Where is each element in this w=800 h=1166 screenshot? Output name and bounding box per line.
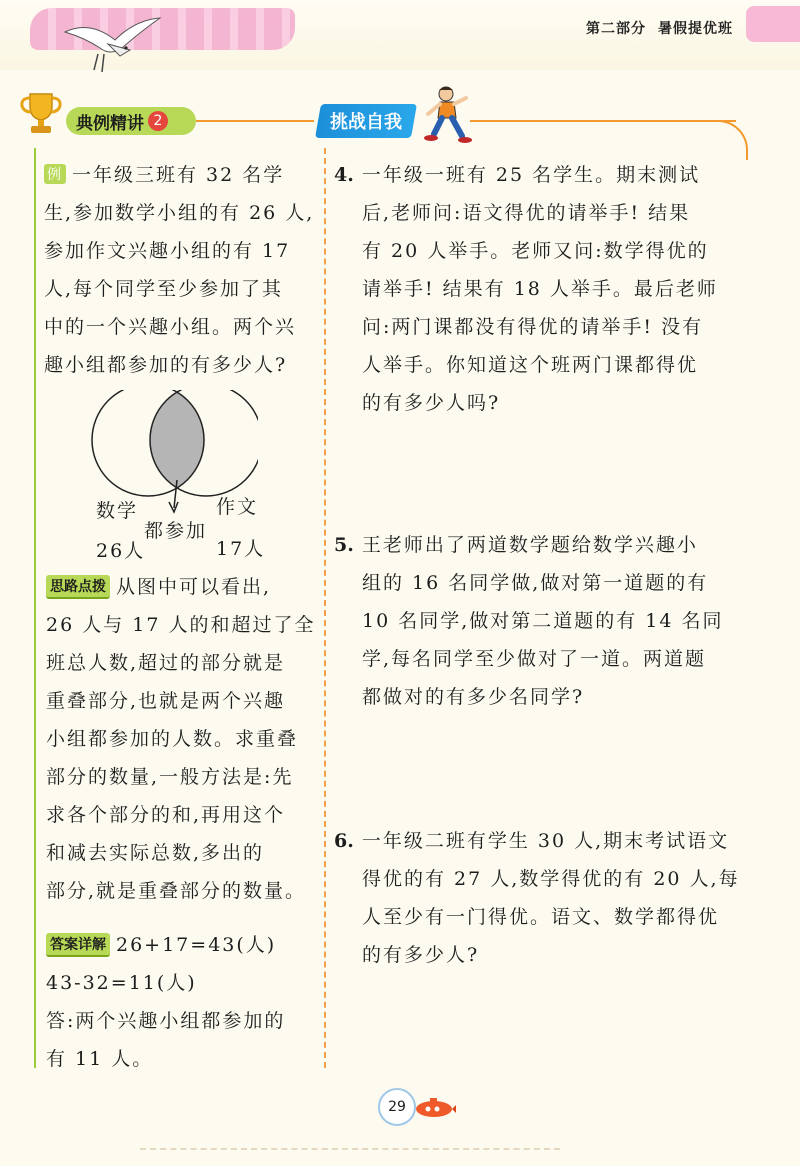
problem-5-line-1: 组的 16 名同学做,做对第一道题的有	[362, 572, 709, 594]
example-tag: 例	[44, 164, 66, 184]
problem-5-line-0: 5. 王老师出了两道数学题给数学兴趣小	[334, 534, 698, 556]
venn-right-count: 17人	[216, 538, 266, 560]
problem-5-line-3: 学,每名同学至少做对了一道。两道题	[362, 648, 707, 670]
example-line-0: 例 一年级三班有 32 名学	[44, 160, 284, 187]
problem-5-line-2: 10 名同学,做对第二道题的有 14 名同	[362, 610, 724, 632]
example-line-5: 趣小组都参加的有多少人?	[44, 354, 288, 376]
problem-4-line-6: 的有多少人吗?	[362, 392, 501, 414]
answer-line-1: 43-32=11(人)	[46, 972, 197, 994]
hint-line-0: 思路点拨 从图中可以看出,	[46, 572, 271, 599]
problem-4-line-1: 后,老师问:语文得优的请举手! 结果	[362, 202, 691, 224]
problem-6-line-3: 的有多少人?	[362, 944, 480, 966]
venn-left-count: 26人	[96, 540, 146, 562]
runner-icon	[418, 84, 474, 146]
header-title: 暑假提优班	[658, 21, 733, 37]
trophy-icon	[18, 90, 64, 136]
decorative-tab	[746, 6, 800, 42]
hint-tag: 思路点拨	[46, 575, 110, 599]
divider-curve	[700, 120, 748, 160]
problem-4-line-0: 4. 一年级一班有 25 名学生。期末测试	[334, 164, 701, 186]
problem-4-line-5: 人举手。你知道这个班两门课都得优	[362, 354, 699, 376]
venn-left-label: 数学	[96, 500, 139, 522]
example-line-4: 中的一个兴趣小组。两个兴	[44, 316, 297, 338]
problem-5-number: 5.	[334, 534, 354, 556]
header-part: 第二部分	[586, 21, 646, 37]
hint-line-1: 26 人与 17 人的和超过了全	[46, 614, 316, 636]
hint-line-3: 重叠部分,也就是两个兴趣	[46, 690, 286, 712]
challenge-label: 挑战自我	[330, 112, 402, 133]
divider-line	[196, 120, 314, 122]
problem-6-number: 6.	[334, 830, 354, 852]
left-border	[34, 148, 36, 1068]
seagull-icon	[60, 10, 170, 80]
header-text	[586, 18, 745, 38]
venn-right-label: 作文	[216, 496, 259, 518]
section-label: 典例精讲	[76, 113, 144, 134]
problem-5-line-4: 都做对的有多少名同学?	[362, 686, 585, 708]
submarine-icon	[410, 1096, 456, 1118]
column-divider	[324, 148, 326, 1068]
section-pill	[66, 107, 196, 135]
problem-6-line-1: 得优的有 27 人,数学得优的有 20 人,每	[362, 868, 740, 890]
answer-line-2: 答:两个兴趣小组都参加的	[46, 1010, 286, 1032]
hint-line-5: 部分的数量,一般方法是:先	[46, 766, 294, 788]
hint-line-7: 和减去实际总数,多出的	[46, 842, 265, 864]
example-line-3: 人,每个同学至少参加了其	[44, 278, 284, 300]
hint-line-2: 班总人数,超过的部分就是	[46, 652, 286, 674]
answer-line-0: 答案详解 26+17=43(人)	[46, 930, 276, 957]
problem-4-line-2: 有 20 人举手。老师又问:数学得优的	[362, 240, 709, 262]
bottom-decoration	[140, 1148, 560, 1150]
example-line-1: 生,参加数学小组的有 26 人,	[44, 202, 315, 224]
hint-line-4: 小组都参加的人数。求重叠	[46, 728, 299, 750]
hint-line-6: 求各个部分的和,再用这个	[46, 804, 286, 826]
hint-line-8: 部分,就是重叠部分的数量。	[46, 880, 307, 902]
example-line-2: 参加作文兴趣小组的有 17	[44, 240, 291, 262]
page-number: 29	[378, 1088, 416, 1126]
problem-4-number: 4.	[334, 164, 354, 186]
problem-6-line-0: 6. 一年级二班有学生 30 人,期末考试语文	[334, 830, 730, 852]
venn-overlap-label: 都参加	[144, 520, 208, 542]
problem-6-line-2: 人至少有一门得优。语文、数学都得优	[362, 906, 720, 928]
answer-tag: 答案详解	[46, 933, 110, 957]
section-number: 2	[148, 111, 168, 131]
challenge-badge	[315, 104, 417, 138]
problem-4-line-4: 问:两门课都没有得优的请举手! 没有	[362, 316, 704, 338]
answer-line-3: 有 11 人。	[46, 1048, 154, 1070]
divider-line-right	[470, 120, 736, 122]
problem-4-line-3: 请举手! 结果有 18 人举手。最后老师	[362, 278, 718, 300]
